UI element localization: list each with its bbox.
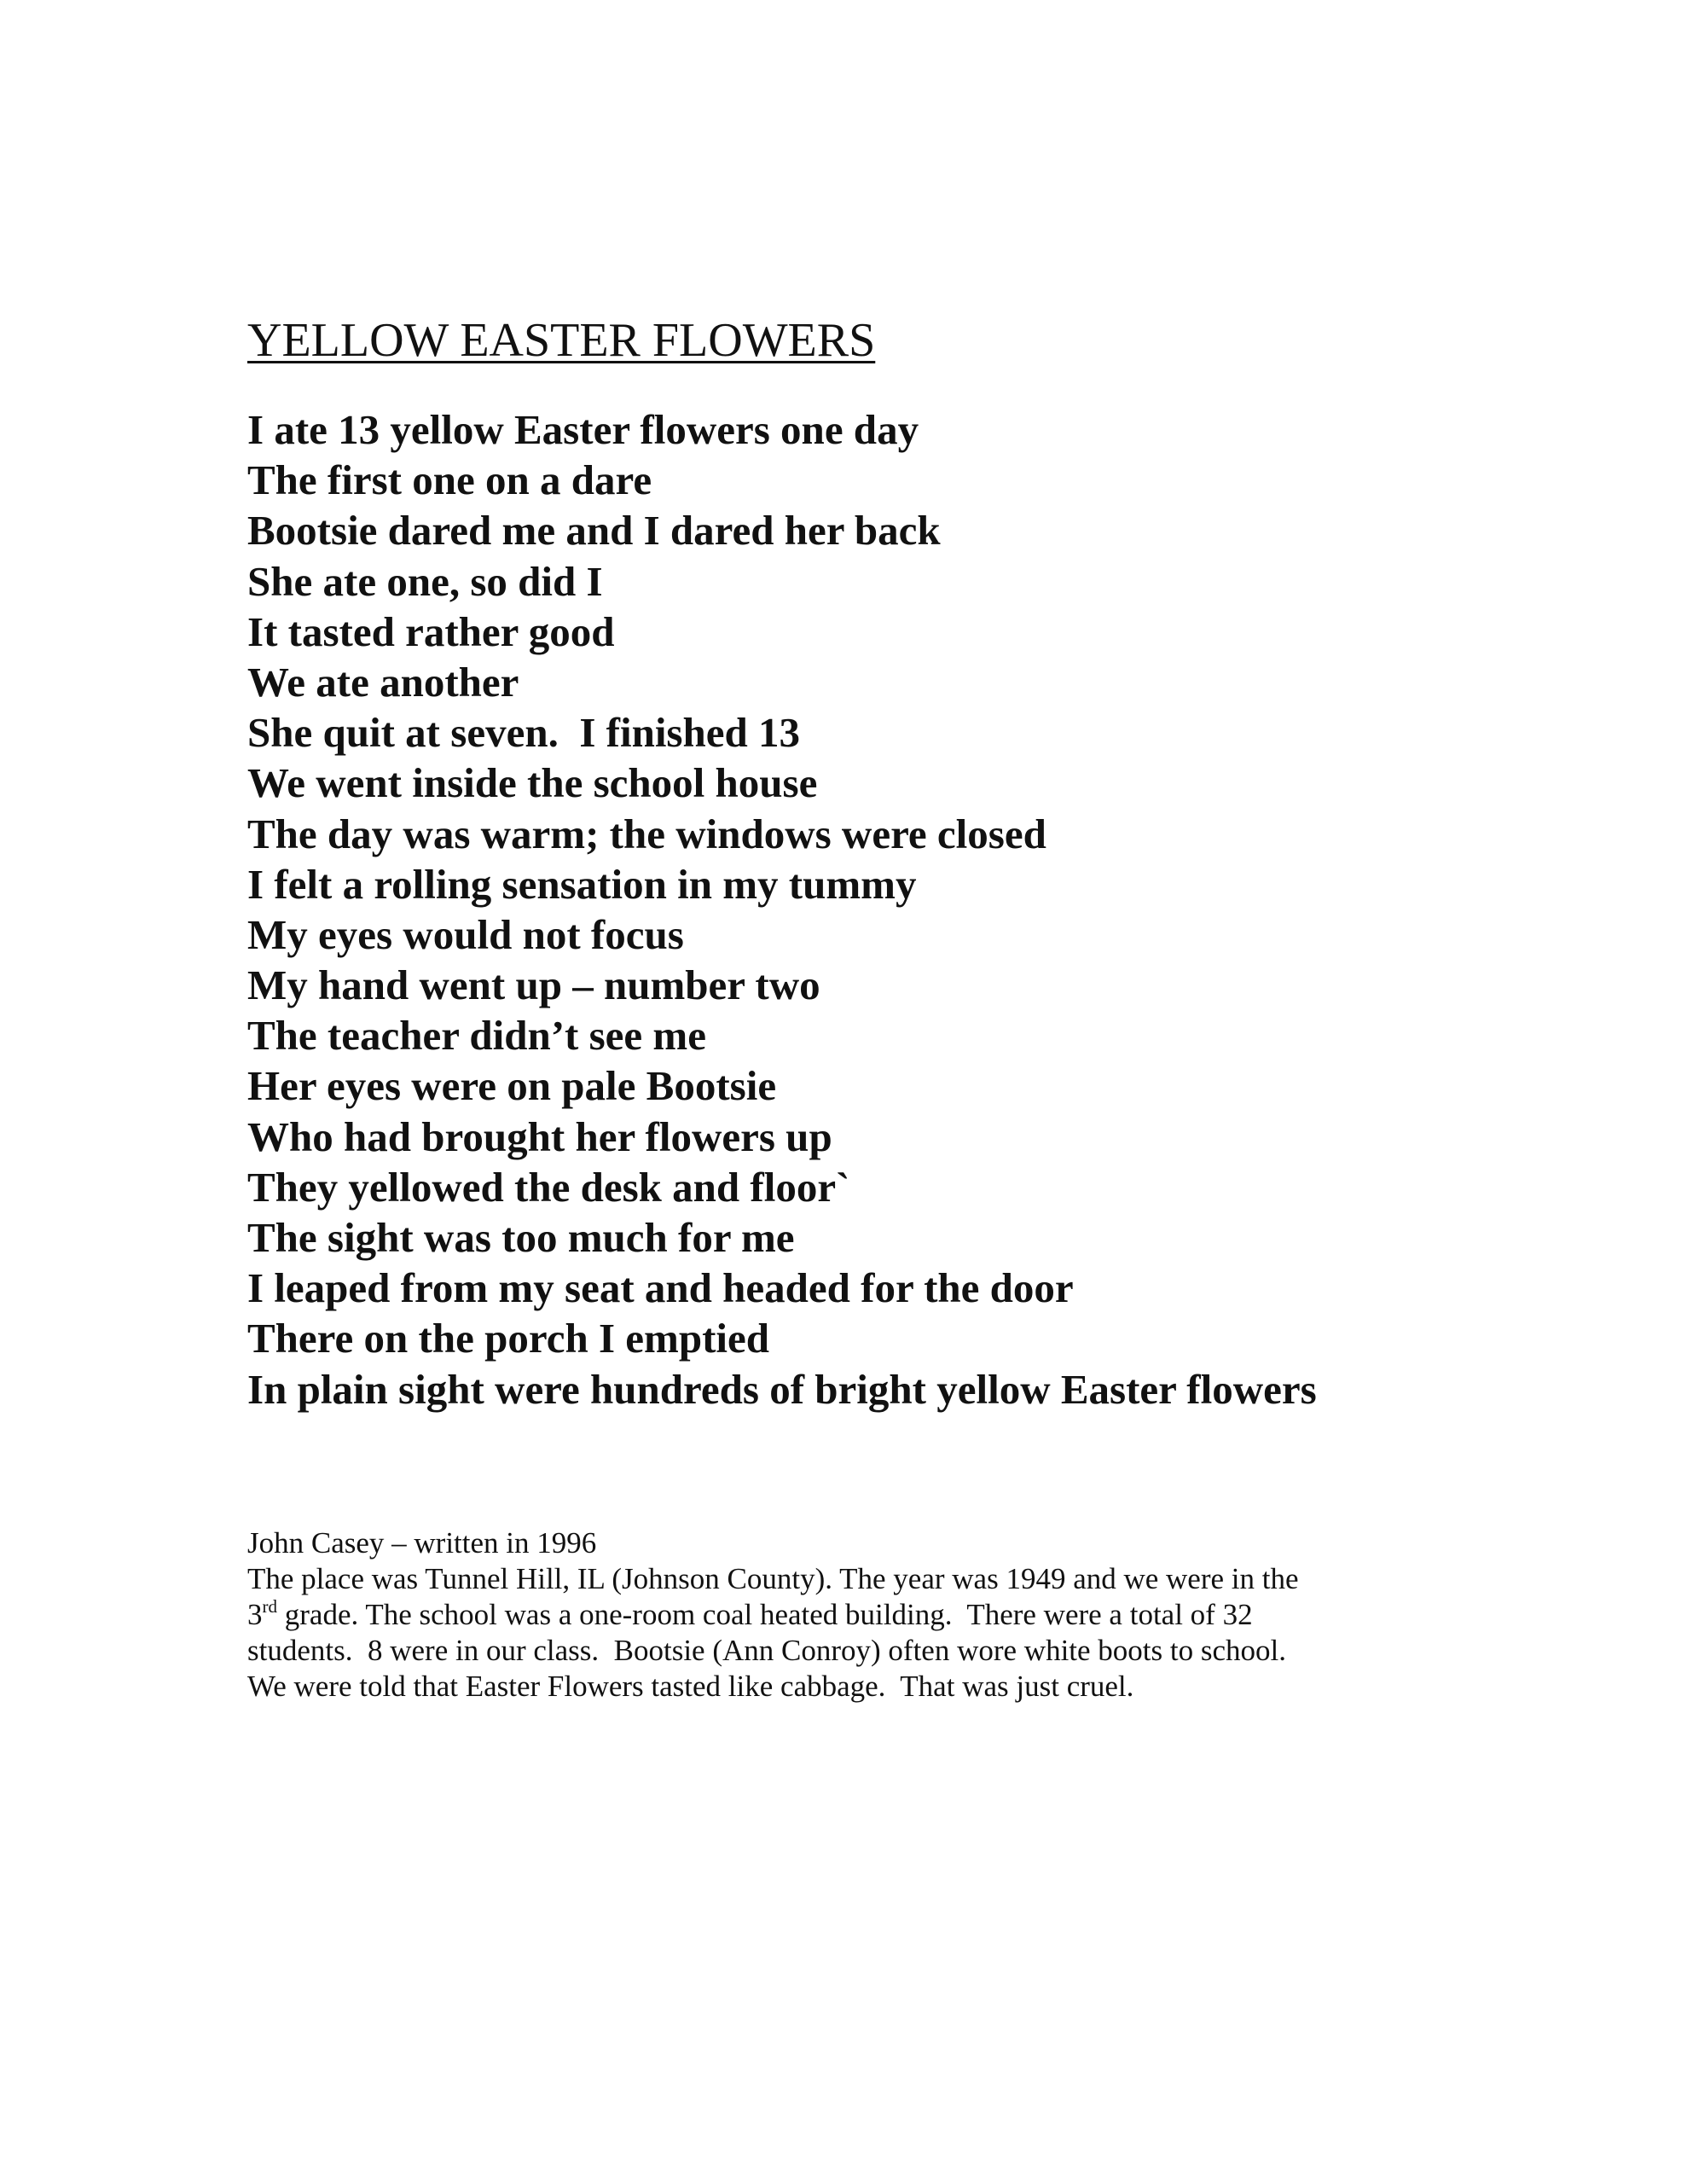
poem-line: We went inside the school house <box>247 759 818 807</box>
poem-line: The day was warm; the windows were closed <box>247 810 1046 857</box>
poem-line: We ate another <box>247 658 519 706</box>
poem-line: I leaped from my seat and headed for the door <box>247 1264 1074 1312</box>
note-line: The place was Tunnel Hill, IL (Johnson County). The year was 1949 and we were in the <box>247 1562 1299 1595</box>
note-line: We were told that Easter Flowers tasted like cabbage. That was just cruel. <box>247 1670 1134 1703</box>
poem-line: In plain sight were hundreds of bright yellow Easter flowers <box>247 1365 1317 1413</box>
grade-number: 3 <box>247 1598 263 1631</box>
poem-line: Bootsie dared me and I dared her back <box>247 507 941 555</box>
byline: John Casey – written in 1996 <box>247 1526 597 1560</box>
poem-line: Her eyes were on pale Bootsie <box>247 1062 777 1110</box>
poem-line: The teacher didn’t see me <box>247 1012 706 1060</box>
poem-line: My hand went up – number two <box>247 961 820 1009</box>
poem-body <box>247 404 1317 1414</box>
poem-line: My eyes would not focus <box>247 910 684 958</box>
note-line-text: grade. The school was a one-room coal heated building. There were a total of 32 <box>277 1598 1253 1631</box>
note-line: students. 8 were in our class. Bootsie (Ann Conroy) often wore white boots to school. <box>247 1634 1287 1667</box>
poem-line: I felt a rolling sensation in my tummy <box>247 860 917 908</box>
ordinal-suffix: rd <box>262 1596 277 1617</box>
poem-line: There on the porch I emptied <box>247 1315 770 1362</box>
poem-line: The first one on a dare <box>247 456 652 504</box>
note-line <box>247 1597 1299 1633</box>
poem-line: They yellowed the desk and floor` <box>247 1163 850 1211</box>
author-notes <box>247 1525 1299 1705</box>
poem-line: I ate 13 yellow Easter flowers one day <box>247 406 919 453</box>
poem-title: YELLOW EASTER FLOWERS <box>247 314 876 367</box>
poem-line: It tasted rather good <box>247 607 615 655</box>
poem-line: She ate one, so did I <box>247 557 603 605</box>
poem-line: Who had brought her flowers up <box>247 1112 832 1160</box>
poem-line: The sight was too much for me <box>247 1214 795 1261</box>
poem-line: She quit at seven. I finished 13 <box>247 709 801 757</box>
